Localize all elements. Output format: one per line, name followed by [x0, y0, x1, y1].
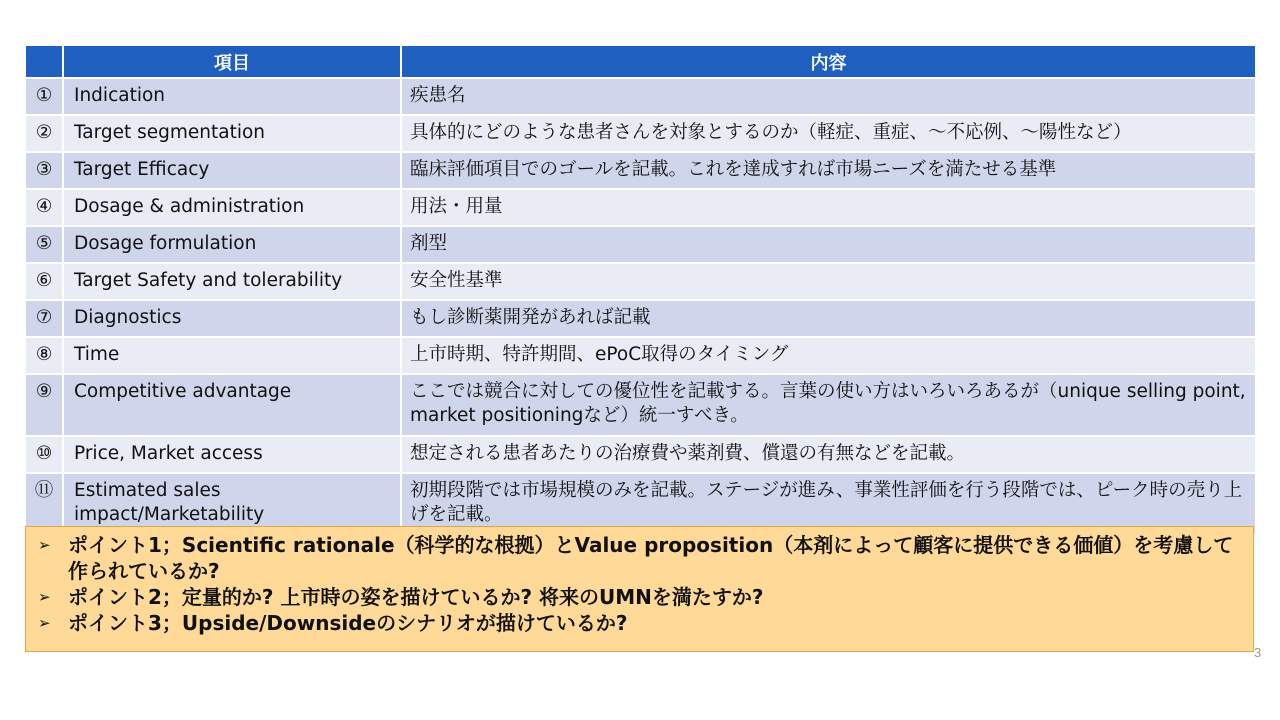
- key-point-text: ポイント3；Upside/Downsideのシナリオが描けているか?: [68, 611, 628, 635]
- row-number: ⑦: [26, 300, 63, 337]
- table-row: [26, 152, 1255, 189]
- arrow-bullet-icon: ➢: [38, 536, 51, 554]
- row-content: 具体的にどのような患者さんを対象とするのか（軽症、重症、～不応例、～陽性など）: [401, 115, 1255, 152]
- row-item: Dosage formulation: [63, 226, 401, 263]
- row-number: ⑤: [26, 226, 63, 263]
- row-item: Time: [63, 337, 401, 374]
- key-point: [38, 610, 1237, 636]
- table-row: [26, 337, 1255, 374]
- header-item: 項目: [63, 46, 401, 78]
- row-content: 想定される患者あたりの治療費や薬剤費、償還の有無などを記載。: [401, 436, 1255, 473]
- header-num: [26, 46, 63, 78]
- row-item: Dosage & administration: [63, 189, 401, 226]
- key-point-text: ポイント1；Scientific rationale（科学的な根拠）とValue proposition（本剤によって顧客に提供できる価値）を考慮して作られているか?: [68, 533, 1234, 583]
- row-content: 安全性基準: [401, 263, 1255, 300]
- row-number: ④: [26, 189, 63, 226]
- table-row: [26, 374, 1255, 436]
- row-item: Target Safety and tolerability: [63, 263, 401, 300]
- row-item: Indication: [63, 78, 401, 115]
- tpp-table: [26, 46, 1255, 536]
- arrow-bullet-icon: ➢: [38, 614, 51, 632]
- row-item: Estimated sales impact/Marketability: [63, 473, 401, 535]
- row-content: 疾患名: [401, 78, 1255, 115]
- row-number: ⑧: [26, 337, 63, 374]
- row-item: Price, Market access: [63, 436, 401, 473]
- row-content: 臨床評価項目でのゴールを記載。これを達成すれば市場ニーズを満たせる基準: [401, 152, 1255, 189]
- key-point: [38, 532, 1237, 584]
- row-content: 初期段階では市場規模のみを記載。ステージが進み、事業性評価を行う段階では、ピーク時の売り上げを記載。: [401, 473, 1255, 535]
- row-content: 上市時期、特許期間、ePoC取得のタイミング: [401, 337, 1255, 374]
- row-content: もし診断薬開発があれば記載: [401, 300, 1255, 337]
- table-row: [26, 436, 1255, 473]
- row-item: Target Efficacy: [63, 152, 401, 189]
- row-item: Target segmentation: [63, 115, 401, 152]
- row-item: Diagnostics: [63, 300, 401, 337]
- row-item: Competitive advantage: [63, 374, 401, 436]
- key-point-text: ポイント2；定量的か? 上市時の姿を描けているか? 将来のUMNを満たすか?: [68, 585, 764, 609]
- table-row: [26, 300, 1255, 337]
- row-content: 用法・用量: [401, 189, 1255, 226]
- arrow-bullet-icon: ➢: [38, 588, 51, 606]
- table-row: [26, 226, 1255, 263]
- table-row: [26, 78, 1255, 115]
- row-number: ①: [26, 78, 63, 115]
- row-number: ⑥: [26, 263, 63, 300]
- table-row: [26, 115, 1255, 152]
- key-point: [38, 584, 1237, 610]
- row-number: ⑨: [26, 374, 63, 436]
- row-number: ②: [26, 115, 63, 152]
- page-number: 3: [1254, 645, 1262, 660]
- table-row: [26, 263, 1255, 300]
- header-content: 内容: [401, 46, 1255, 78]
- table-row: [26, 189, 1255, 226]
- row-content: 剤型: [401, 226, 1255, 263]
- row-number: ③: [26, 152, 63, 189]
- row-content: ここでは競合に対しての優位性を記載する。言葉の使い方はいろいろあるが（unique selling point, market positioningなど）統一すべき。: [401, 374, 1255, 436]
- row-number: ⑪: [26, 473, 63, 535]
- row-number: ⑩: [26, 436, 63, 473]
- table-header-row: [26, 46, 1255, 78]
- key-points-box: [25, 526, 1254, 652]
